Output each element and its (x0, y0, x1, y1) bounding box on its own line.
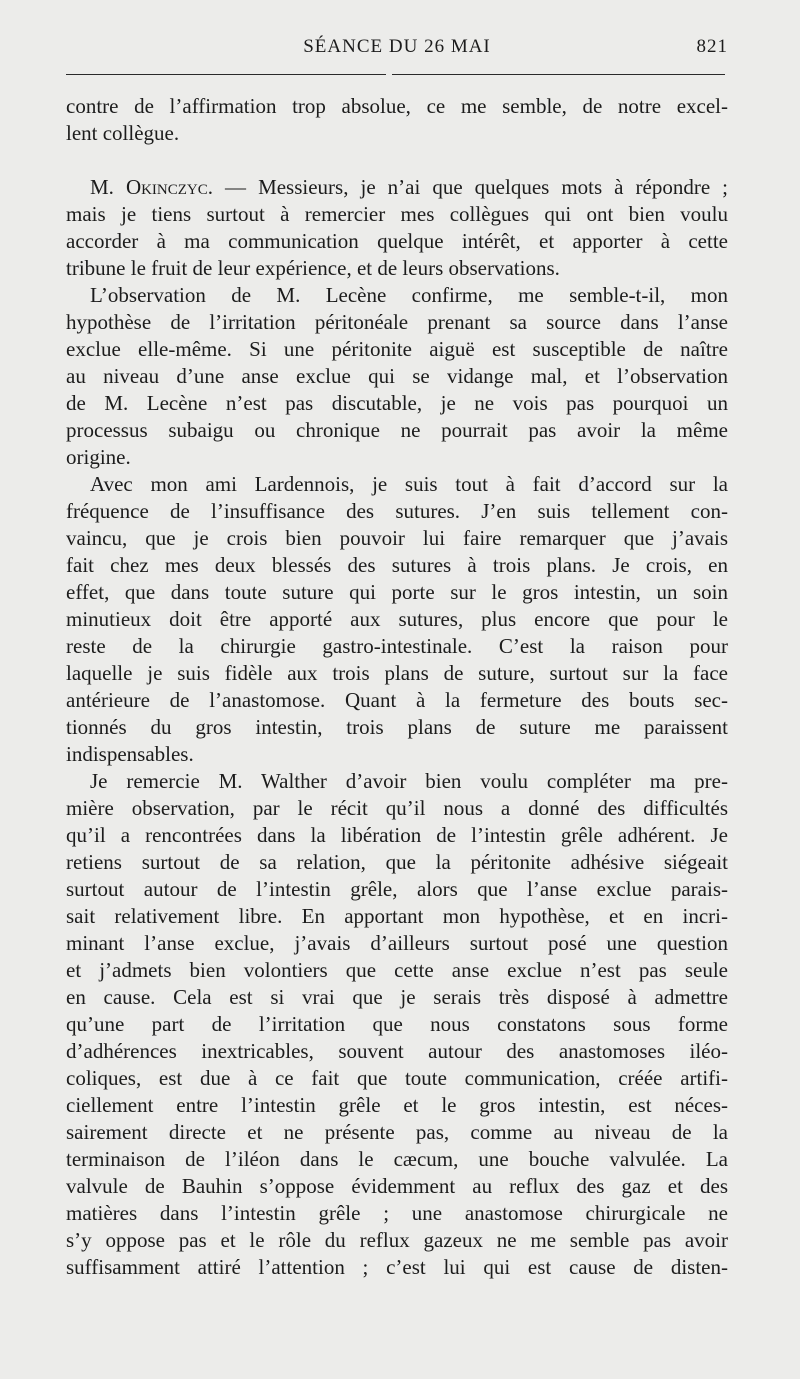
speaker-name: M. Okinczyc. (90, 175, 214, 199)
text-line: reste de la chirurgie gastro-intestinale. C’est la raison pour (66, 634, 728, 658)
text-line: mière observation, par le récit qu’il nous a donné des difficultés (66, 796, 728, 820)
text-line: antérieure de l’anastomose. Quant à la fermeture des bouts sec- (66, 688, 728, 712)
paragraph (66, 282, 728, 471)
text-line: sait relativement libre. En apportant mon hypothèse, et en incri- (66, 904, 728, 928)
text-line: Avec mon ami Lardennois, je suis tout à fait d’accord sur la (90, 472, 728, 496)
paragraph (66, 768, 728, 1281)
text-line: fait chez mes deux blessés des sutures à trois plans. Je crois, en (66, 553, 728, 577)
text-line: processus subaigu ou chronique ne pourrait pas avoir la même (66, 418, 728, 442)
text-line: minant l’anse exclue, j’avais d’ailleurs surtout posé une question (66, 931, 728, 955)
text-line: qu’une part de l’irritation que nous constatons sous forme (66, 1012, 728, 1036)
text-line: contre de l’affirmation trop absolue, ce me semble, de notre excel- (66, 94, 728, 118)
text-line: au niveau d’une anse exclue qui se vidange mal, et l’observation (66, 364, 728, 388)
text-line: sairement directe et ne présente pas, comme au niveau de la (66, 1120, 728, 1144)
text-line: laquelle je suis fidèle aux trois plans de suture, surtout sur la face (66, 661, 728, 685)
text-line: origine. (66, 445, 131, 469)
running-header (66, 36, 728, 60)
text-line: L’observation de M. Lecène confirme, me semble-t-il, mon (90, 283, 728, 307)
page-number: 821 (696, 36, 728, 57)
text-line: effet, que dans toute suture qui porte sur le gros intestin, un soin (66, 580, 728, 604)
text-line: minutieux doit être apporté aux sutures, plus encore que pour le (66, 607, 728, 631)
text-line: en cause. Cela est si vrai que je serais très disposé à admettre (66, 985, 728, 1009)
text-line: suffisamment attiré l’attention ; c’est lui qui est cause de disten- (66, 1255, 728, 1279)
text-line: et j’admets bien volontiers que cette anse exclue n’est pas seule (66, 958, 728, 982)
text-line: coliques, est due à ce fait que toute communication, créée artifi- (66, 1066, 728, 1090)
header-rule-right (392, 74, 725, 75)
text-line: mais je tiens surtout à remercier mes collègues qui ont bien voulu (66, 202, 728, 226)
text-line: s’y oppose pas et le rôle du reflux gazeux ne me semble pas avoir (66, 1228, 728, 1252)
paragraph (66, 471, 728, 768)
text-line: retiens surtout de sa relation, que la péritonite adhésive siégeait (66, 850, 728, 874)
text-line (66, 174, 728, 201)
text-line: surtout autour de l’intestin grêle, alors que l’anse exclue parais- (66, 877, 728, 901)
text-line: d’adhérences inextricables, souvent autour des anastomoses iléo- (66, 1039, 728, 1063)
paragraph (66, 93, 728, 147)
text-line: tionnés du gros intestin, trois plans de suture me paraissent (66, 715, 728, 739)
text-line: vaincu, que je crois bien pouvoir lui faire remarquer que j’avais (66, 526, 728, 550)
text-line: de M. Lecène n’est pas discutable, je ne vois pas pourquoi un (66, 391, 728, 415)
text-line: tribune le fruit de leur expérience, et de leurs observations. (66, 256, 560, 280)
text-line: ciellement entre l’intestin grêle et le gros intestin, est néces- (66, 1093, 728, 1117)
text-line: fréquence de l’insuffisance des sutures. J’en suis tellement con- (66, 499, 728, 523)
paragraph-gap (66, 147, 728, 174)
body-text (66, 93, 728, 1281)
paragraph (66, 174, 728, 282)
text-span: — Messieurs, je n’ai que quelques mots à répondre ; (213, 175, 728, 199)
text-line: Je remercie M. Walther d’avoir bien voulu compléter ma pre- (90, 769, 728, 793)
header-rule-left (66, 74, 386, 75)
text-line: qu’il a rencontrées dans la libération de l’intestin grêle adhérent. Je (66, 823, 728, 847)
text-line: exclue elle-même. Si une péritonite aiguë est susceptible de naître (66, 337, 728, 361)
running-title: SÉANCE DU 26 MAI (303, 36, 491, 57)
text-line: terminaison de l’iléon dans le cæcum, une bouche valvulée. La (66, 1147, 728, 1171)
text-line: lent collègue. (66, 121, 180, 145)
text-line: indispensables. (66, 742, 194, 766)
text-line: matières dans l’intestin grêle ; une anastomose chirurgicale ne (66, 1201, 728, 1225)
text-line: valvule de Bauhin s’oppose évidemment au reflux des gaz et des (66, 1174, 728, 1198)
text-line: accorder à ma communication quelque intérêt, et apporter à cette (66, 229, 728, 253)
text-line: hypothèse de l’irritation péritonéale prenant sa source dans l’anse (66, 310, 728, 334)
